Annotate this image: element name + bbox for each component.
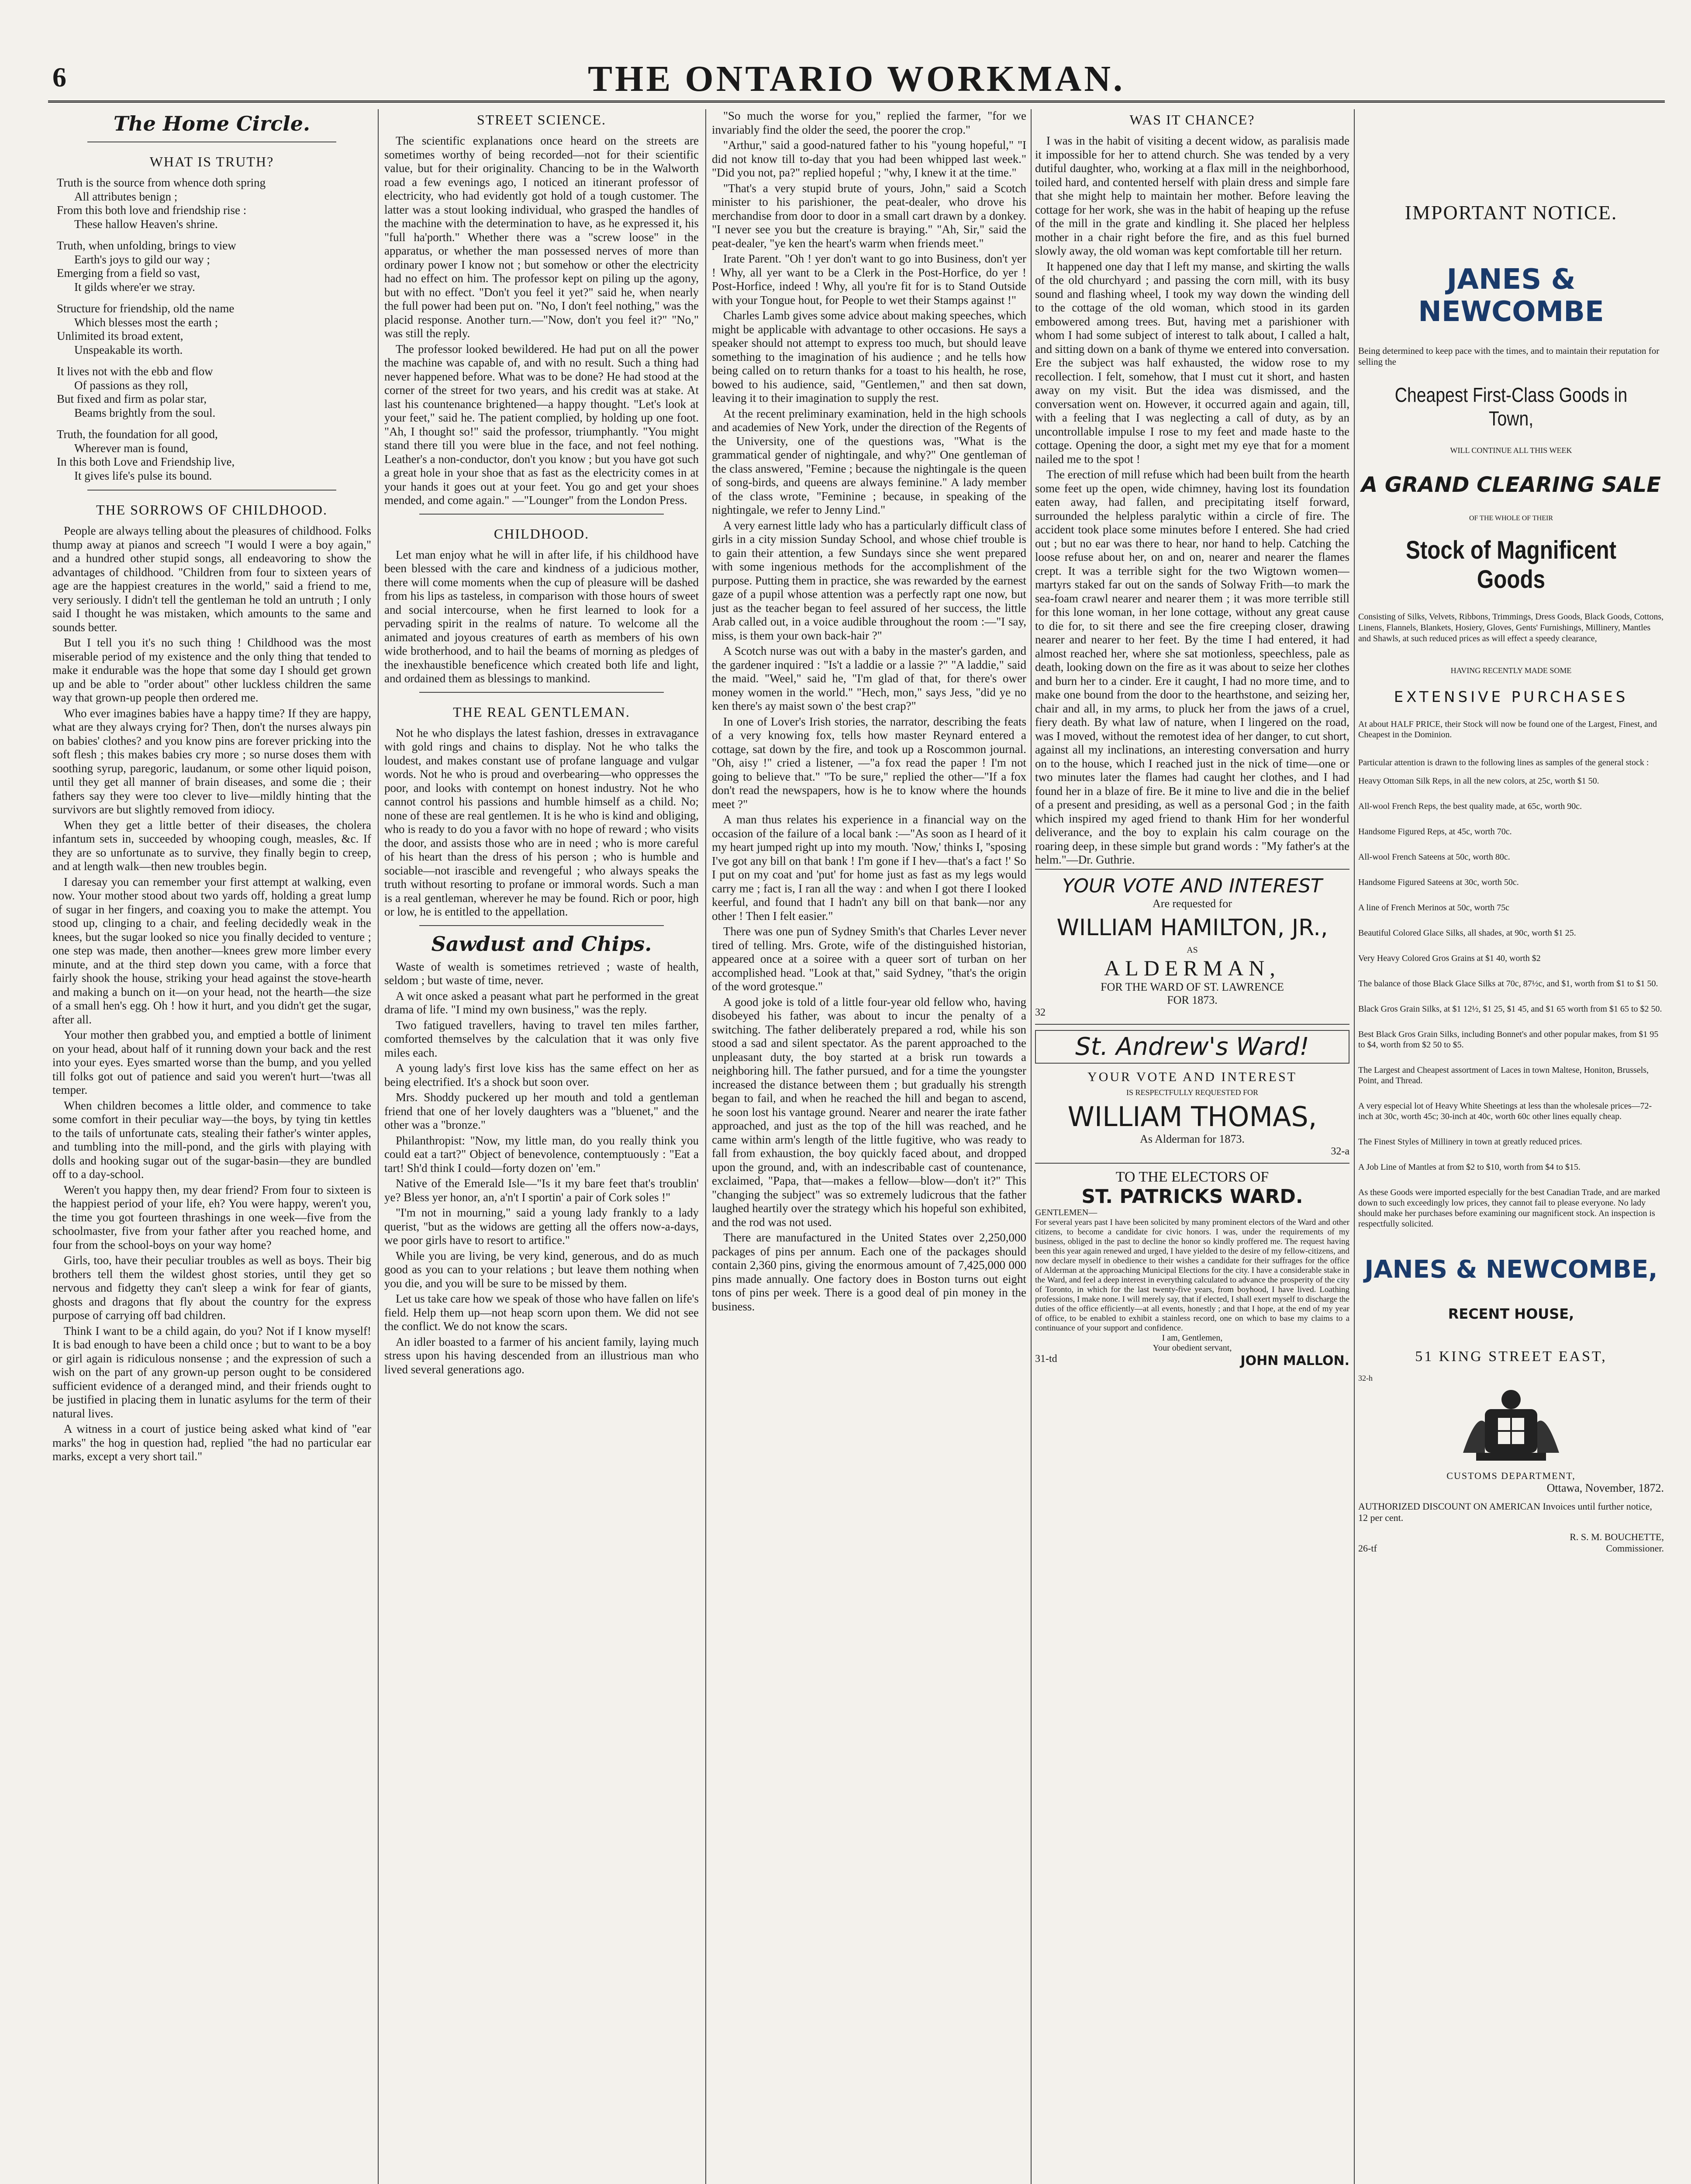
paragraph: Your mother then grabbed you, and emptied a bottle of liniment on your head, about half of it running down your back and the rest into your eyes. Eyes smarted worse than the bump, and you yelled till folks got out of patience and said you weren't hurt—'twas all temper. <box>52 1028 371 1096</box>
poem-line: But fixed and firm as polar star, <box>57 392 207 405</box>
paragraph: "Arthur," said a good-natured father to his "young hopeful," "I did not know till to-day that you had been whipped last week." "Did you not, pa?" replied hopeful ; "why, I knew it at the time." <box>712 138 1026 179</box>
ad-half-price: At about HALF PRICE, their Stock will now be found one of the Largest, Finest, and Cheapest in the Dominion. <box>1358 719 1657 740</box>
firm-name: JANES & NEWCOMBE <box>1418 263 1604 328</box>
paragraph: While you are living, be very kind, generous, and do as much good as you can to your relations ; but leave them nothing when you die, and you will be sure to be missed by them. <box>384 1249 699 1290</box>
poem-line: Earth's joys to gild our way ; <box>74 252 210 266</box>
paragraph: A Scotch nurse was out with a baby in the master's garden, and the gardener inquired : "Is't a laddie or a lassie ?" "A laddie," said the maid. "Weel," said he, "I'm glad of that, for there's ower money women in the world." "Hech, mon," says Jess, "did ye no ken there's ay maist sown o' the best crap?" <box>712 644 1026 712</box>
ad-item: Handsome Figured Sateens at 30c, worth 50c. <box>1358 878 1519 887</box>
poem-line: Of passions as they roll, <box>74 378 188 392</box>
ad-item: The Finest Styles of Millinery in town at greatly reduced prices. <box>1358 1137 1582 1147</box>
advertisement-thomas <box>1035 1024 1349 1163</box>
ad-item: Heavy Ottoman Silk Reps, in all the new colors, at 25c, worth $1 50. <box>1358 776 1599 786</box>
column-5 <box>1358 109 1664 2184</box>
poem-line: Which blesses most the earth ; <box>74 315 218 329</box>
divider <box>419 514 664 515</box>
article-title: THE SORROWS OF CHILDHOOD. <box>96 502 328 518</box>
poem-line: Beams brightly from the soul. <box>74 406 216 419</box>
paragraph: It happened one day that I left my manse, and skirting the walls of the old churchyard ; and passing the corn mill, with its busy sound and flashing wheel, I took my way down the winding dell to the cottage of the old woman, which stood in its garden embowered among trees. But, having met a parishioner with whom I had some subject of interest to talk about, I called a halt, and sitting down on a bank of thyme we entered into conversation. Ere the subject was half exhausted, the widow rose to my recollection. I felt, somehow, that I must cut it short, and hasten away on my visit. But the idea was dismissed, and the conversation went on. However, it occurred again and again, till, with a feeling that I was neglecting a call of duty, as by an uncontrollable impulse I rose to my feet and made haste to the cottage. Opening the door, a sight met my eye that for a moment nailed me to the spot ! <box>1035 259 1349 466</box>
newspaper-title: THE ONTARIO WORKMAN. <box>588 59 1125 99</box>
paragraph: A young lady's first love kiss has the same effect on her as being electrified. It's a shock but soon over. <box>384 1061 699 1089</box>
ad-ward: St. Andrew's Ward! <box>1035 1030 1349 1064</box>
poem-line: Emerging from a field so vast, <box>57 266 200 280</box>
poem-line: Truth, the foundation for all good, <box>57 428 218 441</box>
ad-line: IS RESPECTFULLY REQUESTED FOR <box>1126 1088 1259 1097</box>
paragraph: People are always telling about the pleasures of childhood. Folks thump away at pianos and screech "I would I were a boy again," and a hundred other stupid songs, all endeavoring to show the advantages of childhood. "Children from four to sixteen years of age are the happiest creatures in the world," said a friend to me, very seriously. I didn't tell the gentleman he told an untruth ; I only said I thought he was mistaken, which amounts to the same and sounds better. <box>52 524 371 634</box>
ad-line: TO THE ELECTORS OF <box>1115 1168 1269 1185</box>
ad-consisting: Consisting of Silks, Velvets, Ribbons, Trimmings, Dress Goods, Black Goods, Cottons, Linens, Flannels, Blankets, Hosiery, Gloves, Gents' Furnishings, Millinery, Mantles and Shawls, at such reduced prices as will effect a speedy clearance, <box>1358 612 1664 643</box>
ad-customs: CUSTOMS DEPARTMENT, <box>1446 1470 1576 1481</box>
poem-title: WHAT IS TRUTH? <box>149 154 274 169</box>
ad-line: OF THE WHOLE OF THEIR <box>1469 515 1553 522</box>
article-body <box>384 134 699 508</box>
ad-signature: JOHN MALLON. <box>1240 1353 1349 1368</box>
poem <box>57 176 371 483</box>
ad-closing: I am, Gentlemen, <box>1162 1333 1223 1343</box>
section-heading-home-circle: The Home Circle. <box>113 112 311 135</box>
ad-commissioner: R. S. M. BOUCHETTE, <box>1570 1531 1664 1542</box>
ad-item: All-wool French Sateens at 50c, worth 80c. <box>1358 852 1510 862</box>
article-title: THE REAL GENTLEMAN. <box>453 704 630 720</box>
poem-line: Wherever man is found, <box>74 441 188 455</box>
article-body <box>384 726 699 919</box>
paragraph: At the recent preliminary examination, held in the high schools and academies of New York, under the direction of the Regents of the University, one of the questions was, "What is the grammatical gender of nightingale, and why?" One gentleman of the class answered, "Femine ; because the nightingale is the queen of song-birds, and queens are always feminine." A lady member of the class wrote, "Feminine ; because, in speaking of the nightingale, we refer to Jenny Lind." <box>712 407 1026 516</box>
poem-line: Unlimited its broad extent, <box>57 329 183 342</box>
article-body <box>52 524 371 1464</box>
ad-line: WILL CONTINUE ALL THIS WEEK <box>1450 446 1572 455</box>
ad-commissioner-title: Commissioner. <box>1606 1543 1664 1554</box>
paragraph: Two fatigued travellers, having to travel ten miles farther, comforted themselves by the calculation that it was only five miles each. <box>384 1018 699 1059</box>
paragraph: In one of Lover's Irish stories, the narrator, describing the feats of a very knowing fox, tells how master Reynard entered a cottage, sat down by the fire, and took up a Roscommon journal. "Oh, aisy !" cried a listener, —"a fox read the paper ! I'm not going to believe that." "To be sure," replied the other—"If a fox don't read the newspapers, how is he to know where the hounds meet ?" <box>712 715 1026 811</box>
column-1 <box>52 109 371 2184</box>
notice-heading: IMPORTANT NOTICE. <box>1405 201 1618 224</box>
ad-item: All-wool French Reps, the best quality made, at 65c, worth 90c. <box>1358 802 1582 811</box>
paragraph: Waste of wealth is sometimes retrieved ; waste of health, seldom ; but waste of time, never. <box>384 960 699 987</box>
divider <box>419 925 664 926</box>
poem-line: Structure for friendship, old the name <box>57 302 235 315</box>
paragraph: I daresay you can remember your first attempt at walking, even now. Your mother stood about two yards off, holding a great lump of sugar in her fingers, and coaxing you to make the attempt. You stood up, clinging to a chair, and feeling decidedly weak in the knees, but the sugar looked so nice you finally decided to venture ; one step was made, then another—knees grew more limber every minute, and at the third step down you came, with a force that fairly shook the house, striking your head against the stove-hearth and making a bunch on it—on your head, not the hearth—the size of a small hen's egg. Oh ! how it hurt, and you didn't get the sugar, after all. <box>52 875 371 1026</box>
paragraph: Girls, too, have their peculiar troubles as well as boys. Their big brothers tell them the wildest ghost stories, until they get so nervous and fidgetty they can't sleep a wink for fear of giants, ghosts and dragons that fly about the country for the express purpose of carrying off bad children. <box>52 1254 371 1322</box>
column-2 <box>384 109 699 2184</box>
paragraph: A wit once asked a peasant what part he performed in the great drama of life. "I mind my own business," was the reply. <box>384 989 699 1016</box>
page-number: 6 <box>52 62 66 93</box>
ad-sale: A GRAND CLEARING SALE <box>1361 473 1661 497</box>
ad-line: AS <box>1187 945 1198 955</box>
ad-line: As Alderman for 1873. <box>1140 1132 1245 1145</box>
ad-item: Beautiful Colored Glace Silks, all shades, at 90c, worth $1 25. <box>1358 928 1576 938</box>
ad-body: For several years past I have been solicited by many prominent electors of the Ward and other citizens, to become a candidate for civic honors. I was, under the requirements of my business, obliged in the past to decline the honor so kindly proffered me. The request having been this year again renewed and urged, I have yielded to the desire of my fellow-citizens, and now declare myself in obedience to their wishes a candidate for their suffrages for the office of Alderman at the approaching Municipal Elections for the city. I have a considerable stake in the Ward, and feel a deep interest in everything calculated to advance the prosperity of the city of Toronto, in which for the last twenty-five years, from boyhood, I have lived. Loathing professions, I make none. I will merely say, that if elected, I shall exert myself to discharge the duties of the office efficiently—at all events, honestly ; and that I hope, at the end of my year of office, to be enabled to exhibit a stainless record, one on which to base my claims to a continuance of your support and confidence. <box>1035 1217 1349 1333</box>
ad-item: Handsome Figured Reps, at 45c, worth 70c. <box>1358 827 1512 836</box>
ad-code: 31-td <box>1035 1353 1057 1365</box>
ad-particular: Particular attention is drawn to the following lines as samples of the general stock : <box>1358 758 1649 767</box>
ad-salutation: GENTLEMEN— <box>1035 1207 1097 1217</box>
column-rule <box>1031 109 1032 2184</box>
ad-purchases: EXTENSIVE PURCHASES <box>1394 688 1629 706</box>
paragraph: When they get a little better of their diseases, the cholera infantum sets in, succeeded by whooping cough, measles, &c. If they are so unfortunate as to survive, they finally begin to creep, and at length walk—then new troubles begin. <box>52 818 371 873</box>
poem-line: All attributes benign ; <box>74 190 178 203</box>
poem-line: It gives life's pulse its bound. <box>74 469 212 482</box>
ad-line: HAVING RECENTLY MADE SOME <box>1450 666 1572 675</box>
ad-code: 32-h <box>1358 1374 1373 1382</box>
ad-ward: ST. PATRICKS WARD. <box>1081 1185 1303 1208</box>
poem-line: It gilds where'er we stray. <box>74 280 195 294</box>
paragraph: A man thus relates his experience in a financial way on the occasion of the failure of a local bank :—"As soon as I heard of it my heart jumped right up into my mouth. 'Now,' thinks I, ''sposing I've got any bill on that bank ! I'm gone if I hev—that's a fact !' So I put on my coat and 'put' for home just as fast as my legs would carry me ; fact is, I ran all the way : and when I got there I looked keerful, and found that I hadn't any bill on that bank—nor any other ! Then I felt easier." <box>712 813 1026 923</box>
ad-line: YOUR VOTE AND INTEREST <box>1062 874 1322 897</box>
ad-name: WILLIAM HAMILTON, JR., <box>1056 914 1328 941</box>
column-4 <box>1035 109 1349 2184</box>
ad-house: RECENT HOUSE, <box>1448 1306 1574 1322</box>
ad-item: The Largest and Cheapest assortment of Laces in town Maltese, Honiton, Brussels, Point, and Thread. <box>1358 1065 1649 1085</box>
firm-name: JANES & NEWCOMBE, <box>1364 1255 1658 1284</box>
paragraph: A witness in a court of justice being asked what kind of "ear marks" the hog in question had, replied "the had no particular ear marks, except a very short tail." <box>52 1422 371 1463</box>
paragraph: Weren't you happy then, my dear friend? From four to sixteen is the happiest period of your life, eh? You were happy, weren't you, the time you got fourteen thrashings in one week—five from the schoolmaster, five from your father after you reached home, and four from the school-boys on your way home? <box>52 1183 371 1251</box>
article-title: WAS IT CHANCE? <box>1129 112 1255 128</box>
advertisement-mallon <box>1035 1163 1349 1374</box>
poem-line: Truth is the source from whence doth spring <box>57 176 266 189</box>
column-rule <box>705 109 706 2184</box>
paragraph: Irate Parent. "Oh ! yer don't want to go into Business, don't yer ! Why, all yer want to be a Clerk in the Post-Horfice, do yer ! Post-Horfice, indeed ! Why, all you're fit for is to Stand Outside with your Tongue hout, for People to wet their Stamps against !" <box>712 252 1026 307</box>
ad-address: 51 KING STREET EAST, <box>1415 1348 1607 1365</box>
ad-item: A line of French Merinos at 50c, worth 75c <box>1358 903 1510 912</box>
ad-line: FOR THE WARD OF ST. LAWRENCE <box>1101 980 1284 993</box>
paragraph: Let man enjoy what he will in after life, if his childhood have been blessed with the care and kindness of a judicious mother, there will come moments when the cup of pleasure will be dashed from his lips as tasteless, in comparison with those hours of sweet and social intercourse, when he first learned to look for a pervading spirit in the realms of nature. To welcome all the animated and joyous creatures of earth as members of his own wide brotherhood, and to hail the beams of morning as pledges of the inexhaustible beneficence which created both life and light, and ordained them as blessings to mankind. <box>384 548 699 685</box>
paragraph: An idler boasted to a farmer of his ancient family, laying much stress upon his having descended from an illustrious man who lived several generations ago. <box>384 1335 699 1376</box>
poem-line: It lives not with the ebb and flow <box>57 365 213 378</box>
paragraph: There was one pun of Sydney Smith's that Charles Lever never tired of telling. Mrs. Grote, wife of the distinguished historian, appeared once at a soiree with a queer sort of turban on her accomplished head. "Look at that," said Sydney, "that's the origin of the word grotesque." <box>712 925 1026 993</box>
divider <box>419 692 664 693</box>
paragraph: Charles Lamb gives some advice about making speeches, which might be applicable with advantage to other occasions. He says a speaker should not attempt to express too much, but should leave something to the imagination of his audience ; and he tells how being called on to return thanks for a toast to his health, he rose, bowed to his audience, said, "Gentlemen," and then sat down, leaving it to their imagination to supply the rest. <box>712 309 1026 404</box>
ad-office: ALDERMAN, <box>1104 955 1280 980</box>
paragraph: A very earnest little lady who has a particularly difficult class of girls in a city mission Sunday School, and whose chief trouble is to gain their attention, a few Sundays since she went prepared with some ingenious methods for the accomplishment of the purpose. Putting them in practice, she was rewarded by the earnest gaze of a pupil whose attention was a perfectly rapt one now, but just as the teacher began to feel assured of her success, the little Arab called out, in a voice audible throughout the room :—"I say, miss, is them your own back-hair ?" <box>712 518 1026 642</box>
paragraph: But I tell you it's no such thing ! Childhood was the most miserable period of my existence and the only thing that tended to make it endurable was the hope that some day I should get grown up and be able to "order about" other luckless children the same way that grown-up people then ordered me. <box>52 636 371 704</box>
advertisement-hamilton <box>1035 869 1349 1024</box>
article-body <box>712 109 1026 1313</box>
paragraph: A good joke is told of a little four-year old fellow who, having disobeyed his father, was about to incur the penalty of a switching. The father deliberately prepared a rod, while his son stood a sad and silent spectator. As the parent approached to the unpleasant duty, the boy started at a brisk run towards a neighboring hill. The father pursued, and for a time the youngster increased the distance between them ; but gradually his strength began to fail, and when he reached the hill and began to ascend, he soon lost his vantage ground. Nearer and nearer the irate father approached, and just as the top of the hill was reached, and he came within arm's length of the little fugitive, who was ready to fall from exhaustion, the boy quickly faced about, and dropped upon the ground, and, with an indescribable cast of countenance, exclaimed, "Papa, that—makes a fellow—blow—don't it?" This "changing the subject" was so extremely ludicrous that the father laughed heartily over the strategy which his hopeful son exhibited, and the rod was not used. <box>712 995 1026 1229</box>
ad-line: Are requested for <box>1153 897 1232 910</box>
ad-item: Very Heavy Colored Gros Grains at $1 40, worth $2 <box>1358 954 1541 963</box>
ad-line: FOR 1873. <box>1167 993 1218 1006</box>
ad-item: The balance of those Black Glace Silks at 70c, 87½c, and $1, worth from $1 to $1 50. <box>1358 979 1658 988</box>
paragraph: Native of the Emerald Isle—"Is it my bare feet that's troublin' ye? Bless yer honor, an, a'n't I sportin' a pair of Cork soles !" <box>384 1177 699 1204</box>
paragraph: "That's a very stupid brute of yours, John," said a Scotch minister to his parishioner, the peat-dealer, who drove his merchandise from door to door in a small cart drawn by a donkey. "I never see you but the creature is braying." "Ah, Sir," said the peat-dealer, "ye ken the heart's warm when friends meet." <box>712 181 1026 250</box>
ad-authorized: AUTHORIZED DISCOUNT ON AMERICAN Invoices until further notice, 12 per cent. <box>1358 1501 1652 1523</box>
ad-item: Best Black Gros Grain Silks, including Bonnet's and other popular makes, from $1 95 to $4, worth from $2 50 to $5. <box>1358 1030 1659 1050</box>
ad-code: 26-tf <box>1358 1543 1377 1554</box>
paragraph: "I'm not in mourning," said a young lady frankly to a lady querist, "but as the widows are getting all the offers now-a-days, we poor girls have to resort to artifice." <box>384 1206 699 1247</box>
ad-code: 32 <box>1035 1006 1046 1018</box>
ad-item: A Job Line of Mantles at from $2 to $10, worth from $4 to $15. <box>1358 1162 1581 1172</box>
ad-item: Black Gros Grain Silks, at $1 12½, $1 25, $1 45, and $1 65 worth from $1 65 to $2 50. <box>1358 1004 1662 1014</box>
article-body <box>384 960 699 1377</box>
section-heading-sawdust: Sawdust and Chips. <box>431 932 652 956</box>
paragraph: Not he who displays the latest fashion, dresses in extravagance with gold rings and chains to display. Not he who talks the loudest, and makes constant use of profane language and vulgar words. Not he who is proud and overbearing—who oppresses the poor, and looks with contempt on honest industry. Not he who cannot control his passions and humble himself as a child. No; none of these are real gentlemen. It is he who is kind and obliging, who is ready to do you a favor with no hope of reward ; who visits the door, and assists those who are in need ; who is more careful of his heart than the dress of his person ; who is humble and sociable—not irascible and revengeful ; who always speaks the truth without resorting to profane or immoral words. Such a man is a real gentleman, wherever he may be found. Rich or poor, high or low, he is entitled to the appellation. <box>384 726 699 918</box>
masthead <box>48 52 1665 103</box>
ad-cheapest: Cheapest First-Class Goods in Town, <box>1394 384 1628 430</box>
paragraph: Let us take care how we speak of those who have fallen on life's field. Help them up—not heap scorn upon them. We did not see the conflict. We do not know the scars. <box>384 1292 699 1333</box>
ad-item-list <box>1358 776 1664 1172</box>
paragraph: The erection of mill refuse which had been built from the hearth some feet up the open, wide chimney, having lost its foundation eaten away, had fallen, and precipitating itself forward, surrounded the helpless paralytic within a circle of fire. The accident took place some minutes before I entered. She had cried out ; but no ear was there to hear, nor hand to help. Catching the loose refuse about her, on and on, nearer and nearer the flames crept. It was a terrible sight for the two Wigtown women—martyrs staked far out on the sands of Solway Frith—to mark the sea-foam crawl nearer and nearer them ; it was more terrible still for this lone woman, in her lone cottage, without any great cause to die for, to sit there and see the fire creeping closer, drawing nearer and nearer to her feet. By the time I had entered, it had almost reached her, where she sat motionless, speechless, pale as death, looking down on the fire as it was about to seize her clothes and burn her to a cinder. Ere it caught, I had no more time, and to make one bound from the door to the hearthstone, and seizing her, chair and all, in my arms, to pluck her from the jaws of a cruel, fiery death. By what law of nature, when I lingered on the road, was I moved, without the remotest idea of her danger, to cut short, against all my inclinations, an interesting conversation and hurry on to the house, which I reached just in the nick of time—one or two minutes later the flames had caught her clothes, and I had found her in a blaze of fire. Be it mine to live and die in the belief of a present and presiding, as well as a personal God ; in the faith which inspired my aged friend to thank Him for her wonderful deliverance, and the boy to explain his calm courage on the roaring deep, in these simple but grand words : "My father's at the helm."—Dr. Guthrie. <box>1035 468 1349 866</box>
paragraph: I was in the habit of visiting a decent widow, as paralisis made it impossible for her to attend church. She was tended by a very dutiful daughter, who, working at a flax mill in the neighborhood, toiled hard, and contented herself with plain dress and simple fare that she might help to maintain her mother. Before leaving the cottage for her work, she was in the habit of heaping up the refuse of the mill in the grate and kindling it. She placed her helpless mother in a chair right before the fire, and as this fuel burned slowly away, the old woman was kept comfortable till her return. <box>1035 134 1349 257</box>
paragraph: "So much the worse for you," replied the farmer, "for we invariably find the older the seed, the poorer the crop." <box>712 109 1026 136</box>
ad-date: Ottawa, November, 1872. <box>1546 1482 1664 1494</box>
poem-line: Unspeakable its worth. <box>74 343 183 356</box>
paragraph: When children becomes a little older, and commence to take some comfort in their peculiar way—the boys, by tying tin kettles to the tails of unfortunate cats, stealing their father's winter apples, and tumbling into the mill-pond, and the girls with playing with dolls and hooking sugar out of the sugar-basin—they are bundled off to a day-school. <box>52 1099 371 1181</box>
column-rule <box>1354 109 1355 2184</box>
article-body <box>384 548 699 686</box>
article-title: CHILDHOOD. <box>493 525 590 542</box>
paragraph: Philanthropist: "Now, my little man, do you really think you could eat a tart?" Object of benevolence, contemptuously : "Eat a tart! Sh'd think I could—forty dozen on' 'em." <box>384 1133 699 1175</box>
poem-line: These hallow Heaven's shrine. <box>74 217 218 231</box>
article-body <box>1035 134 1349 867</box>
ad-intro: Being determined to keep pace with the times, and to maintain their reputation for selling the <box>1358 346 1660 367</box>
paragraph: The professor looked bewildered. He had put on all the power the machine was capable of, and with no result. Such a thing had never happened before. What was to be done? He had stood at the corner of the street for two years, and his credit was at stake. At last his countenance brightened—a happy thought. "Let's look at your feet," said he. The patient complied, by holding up one foot. "Ah, I thought so!" said the professor, triumphantly. "You might stand there till you were blue in the face, and not feel nothing. Leather's a non-conductor, don't you know ; but you have got such a great hole in your shoe that as fast as the electricity comes in at your hands it goes out at your feet. You go and get your shoes mended, and come again." —"Lounger" from the London Press. <box>384 342 699 507</box>
column-3 <box>712 109 1026 2184</box>
ad-code: 32-a <box>1331 1145 1349 1157</box>
paragraph: The scientific explanations once heard on the streets are sometimes worthy of being recorded—not for their scientific value, but for their originality. Chancing to be in the Walworth road a few evenings ago, I noticed an itinerant professor of electricity, who had evidently got hold of a tough customer. The latter was a stout looking individual, who grasped the handles of the machine with the determination to have, as he expressed it, his "full ha'porth." Whether there was a "screw loose" in the apparatus, or whether the man possessed nerves of more than ordinary power I know not ; but somehow or other the electricity had no effect on him. The professor kept on piling up the agony, but with no effect. "Don't you feel it yet?" said he, when nearly the full power had been put on. "No, I don't feel nothing," was the placid response. Another turn.—"Now, don't you feel it?" "No," was still the reply. <box>384 134 699 340</box>
poem-line: Truth, when unfolding, brings to view <box>57 239 236 252</box>
poem-line: From this both love and friendship rise : <box>57 204 247 217</box>
column-rule <box>378 109 379 2184</box>
ad-item: A very especial lot of Heavy White Sheetings at less than the wholesale prices—72-inch at 30c, worth 45c; 30-inch at 40c, worth 60c other lines equally cheap. <box>1358 1101 1652 1121</box>
paragraph: There are manufactured in the United States over 2,250,000 packages of pins per annum. Each one of the packages should contain 2,360 pins, giving the enormous amount of 7,425,000 000 pins made annually. One factory does in Boston turns out eight tons of pins per week. There is a good deal of pin money in the business. <box>712 1231 1026 1313</box>
paragraph: Who ever imagines babies have a happy time? If they are happy, what are they always crying for? Then, don't the nurses always pin on babies' clothes? and you know pins are forever pricking into the soft flesh ; this makes babies cry more ; so nurse doses them with soothing syrup, paregoric, laudanum, or some other liquid poison, until they get all manner of brain diseases, and some die ; their fathers say they were too clever to live—mildly hinting that the survivors are but slightly removed from idiocy. <box>52 706 371 816</box>
ad-closing: Your obedient servant, <box>1153 1343 1232 1353</box>
ad-closing: As these Goods were imported especially for the best Canadian Trade, and are marked down to such exceedingly low prices, they cannot fail to please everyone. No lady should make her purchases before examining our magnificent stock. An inspection is respectfully solicited. <box>1358 1188 1660 1229</box>
ad-stock: Stock of Magnificent Goods <box>1405 536 1617 594</box>
paragraph: Think I want to be a child again, do you? Not if I know myself! It is bad enough to have been a child once ; but to want to be a boy or girl again is ridiculous nonsense ; and the expression of such a wish on the part of any grown-up person ought to be considered sufficient evidence of a deranged mind, and their friends ought to be justified in placing them in lunatic asylums for the term of their natural lives. <box>52 1324 371 1420</box>
ad-line: YOUR VOTE AND INTEREST <box>1087 1069 1297 1084</box>
royal-crest-icon <box>1459 1387 1563 1466</box>
ad-name: WILLIAM THOMAS, <box>1067 1100 1317 1133</box>
paragraph: Mrs. Shoddy puckered up her mouth and told a gentleman friend that one of her lovely daughters was a "bluenet," and the other was a "bronze." <box>384 1091 699 1131</box>
divider <box>87 490 336 491</box>
poem-line: In this both Love and Friendship live, <box>57 455 235 468</box>
article-title: STREET SCIENCE. <box>476 112 607 128</box>
